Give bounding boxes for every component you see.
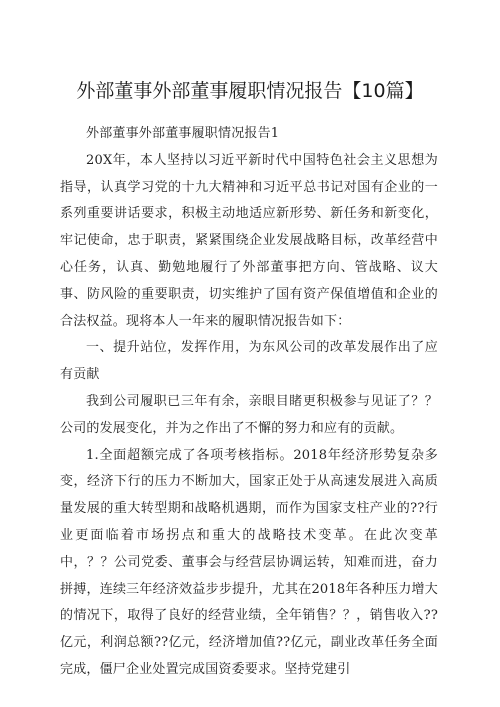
- document-title: 外部董事外部董事履职情况报告【10篇】: [76, 80, 424, 102]
- paragraph-tenure: 我到公司履职已三年有余，亲眼目睹更积极参与见证了？？公司的发展变化，并为之作出了不懈的努力和应有的贡献。: [60, 393, 438, 436]
- paragraph-intro: 20X年，本人坚持以习近平新时代中国特色社会主义思想为指导，认真学习党的十九大精神和习近平总书记对国有企业的一系列重要讲话要求，积极主动地适应新形势、新任务和新变化，牢记使命，忠于职责，紧紧围绕企业发展战略目标，改革经营中心任务，认真、勤勉地履行了外部董事把方向、管战略、议大事、防风险的重要职责，切实维护了国有资产保值增值和企业的合法权益。现将本人一年来的履职情况报告如下：: [60, 152, 438, 329]
- paragraph-section-one-heading: 一、提升站位，发挥作用，为东风公司的改革发展作出了应有贡献: [60, 340, 438, 383]
- section-heading: 外部董事外部董事履职情况报告1: [86, 126, 280, 141]
- document-body: [60, 121, 438, 684]
- paragraph-indicators: 1.全面超额完成了各项考核指标。2018年经济形势复杂多变，经济下行的压力不断加大，国家正处于从高速发展进入高质量发展的重大转型期和战略机遇期，而作为国家支柱产业的??行业更面临着市场拐点和重大的战略技术变革。在此次变革中，？？公司党委、董事会与经营层协调运转，知难而进，奋力拼搏，连续三年经济效益步步提升，尤其在2018年各种压力增大的情况下，取得了良好的经营业绩，全年销售？？，销售收入??亿元，利润总额??亿元，经济增加值??亿元，副业改革任务全面完成，僵尸企业处置完成国资委要求。坚持党建引: [60, 447, 438, 677]
